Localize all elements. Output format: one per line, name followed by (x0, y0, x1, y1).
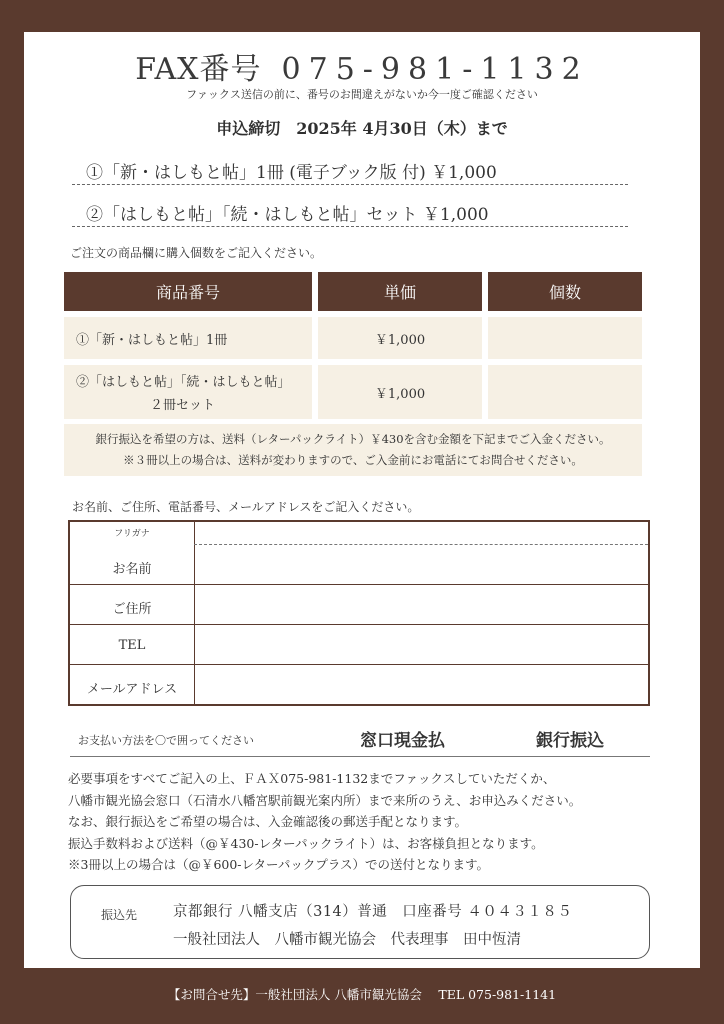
header-quantity: 個数 (488, 272, 642, 311)
furigana-field[interactable] (196, 523, 646, 543)
row2-item-line1: ②「はしもと帖」「続・はしもと帖」 (76, 375, 291, 390)
furigana-label: フリガナ (114, 529, 150, 539)
row-separator (70, 624, 648, 625)
row1-qty-field[interactable] (488, 317, 642, 359)
email-field[interactable] (196, 666, 646, 702)
payment-option-counter[interactable]: 窓口現金払 (360, 731, 445, 751)
row2-price: ￥1,000 (318, 365, 482, 419)
body-line: なお、銀行振込をご希望の場合は、入金確認後の郵送手配となります。 (68, 814, 468, 829)
row2-item (64, 365, 312, 419)
shipping-note (64, 424, 642, 476)
body-line: 必要事項をすべてご記入の上、ＦＡＸ075-981-1132までファックスしていただくか、 (68, 771, 556, 786)
divider (72, 184, 628, 185)
bank-line1: 京都銀行 八幡支店（314）普通 口座番号 ４０４３１８５ (173, 904, 573, 920)
row-separator (70, 664, 648, 665)
bank-line2: 一般社団法人 八幡市観光協会 代表理事 田中恆清 (173, 932, 521, 948)
body-text (68, 768, 668, 876)
contact-form (68, 520, 650, 706)
row1-price: ￥1,000 (318, 317, 482, 359)
shipping-note-line1: 銀行振込を希望の方は、送料（レターパックライト）￥430を含む金額を下記までご入金ください。 (95, 432, 611, 446)
fax-label: FAX番号 (135, 52, 262, 87)
fax-number: 075-981-1132 (281, 52, 589, 87)
furigana-line (194, 544, 648, 545)
product-2: ②「はしもと帖」「続・はしもと帖」セット ￥1,000 (86, 205, 489, 225)
shipping-note-line2: ※３冊以上の場合は、送料が変わりますので、ご入金前にお電話にてお問合せください。 (123, 453, 583, 467)
order-instruction: ご注文の商品欄に購入個数をご記入ください。 (70, 246, 323, 260)
footer-contact: 【お問合せ先】一般社団法人 八幡市観光協会 TEL 075-981-1141 (167, 987, 557, 1002)
tel-field[interactable] (196, 626, 646, 662)
email-label: メールアドレス (86, 682, 178, 697)
row2-qty-field[interactable] (488, 365, 642, 419)
address-label: ご住所 (112, 602, 152, 617)
name-label: お名前 (112, 562, 152, 577)
fax-note: ファックス送信の前に、番号のお間違えがないか今一度ご確認ください (186, 88, 538, 101)
payment-divider (70, 756, 650, 757)
divider (72, 226, 628, 227)
body-line: 八幡市観光協会窓口（石清水八幡宮駅前観光案内所）まで来所のうえ、お申込みください。 (68, 792, 582, 808)
contact-instruction: お名前、ご住所、電話番号、メールアドレスをご記入ください。 (72, 500, 420, 514)
payment-option-bank[interactable]: 銀行振込 (536, 731, 604, 751)
payment-instruction: お支払い方法を〇で囲ってください (78, 734, 254, 747)
address-field[interactable] (196, 586, 646, 622)
product-1: ①「新・はしもと帖」1冊 (電子ブック版 付) ￥1,000 (86, 163, 497, 183)
fax-title (24, 44, 700, 88)
header-unit-price: 単価 (318, 272, 482, 311)
name-field[interactable] (196, 546, 646, 582)
bank-label: 振込先 (101, 908, 138, 922)
row1-item (64, 317, 312, 359)
body-line: ※3冊以上の場合は（@￥600-レターパックプラス）での送付となります。 (68, 857, 490, 872)
row-separator (70, 584, 648, 585)
body-line: 振込手数料および送料（@￥430-レターパックライト）は、お客様負担となります。 (68, 835, 544, 851)
row2-item-line2: ２冊セット (150, 398, 216, 413)
order-sheet (24, 32, 700, 968)
deadline: 申込締切 2025年 4月30日（木）まで (216, 119, 508, 138)
header-item-number: 商品番号 (64, 272, 312, 311)
form-divider (194, 522, 195, 704)
tel-label: TEL (118, 638, 146, 653)
bank-info-box (70, 885, 650, 959)
row1-item-text: ①「新・はしもと帖」1冊 (76, 332, 228, 348)
